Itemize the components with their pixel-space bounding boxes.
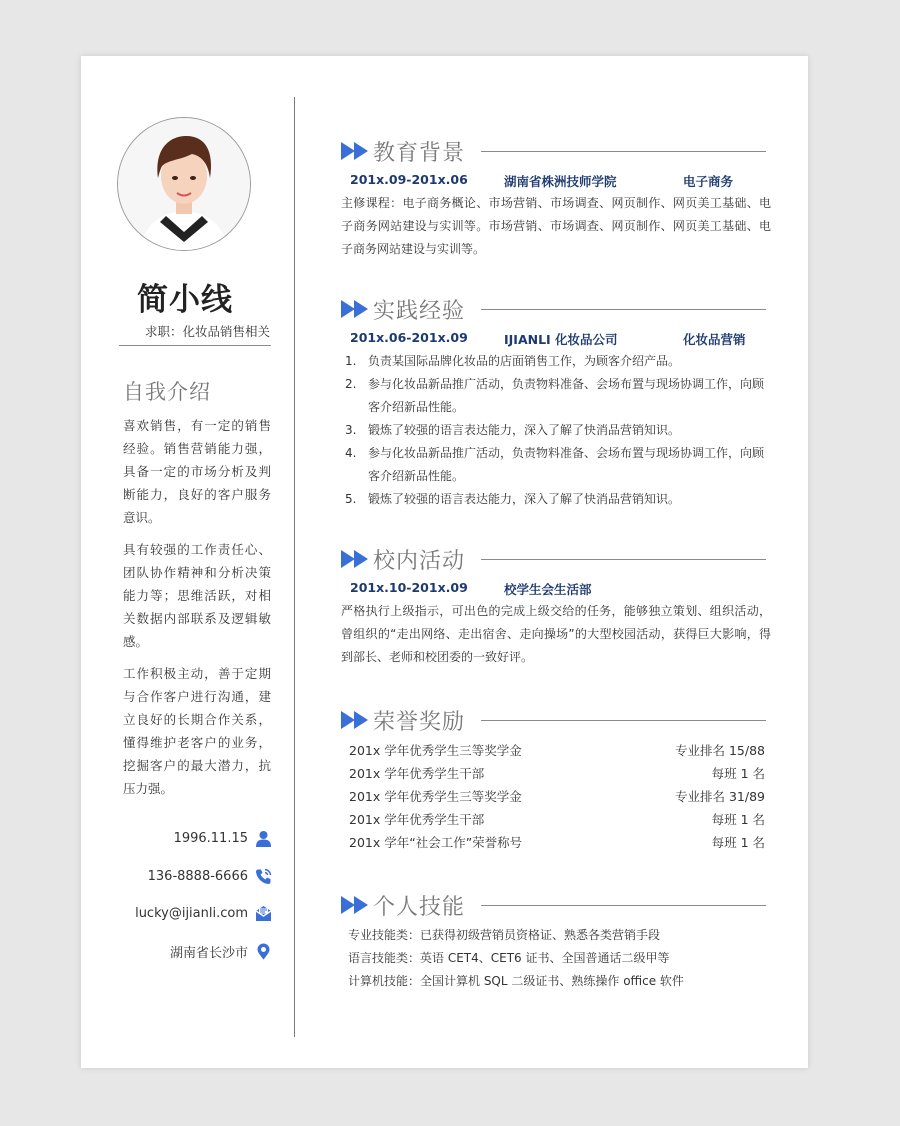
- honor-name: 201x 学年优秀学生干部: [349, 812, 485, 827]
- job-objective: 求职：化妆品销售相关: [144, 324, 270, 339]
- list-text: 参与化妆品新品推广活动，负责物料准备、会场布置与现场协调工作，向顾客介绍新品性能。: [368, 446, 765, 483]
- honor-rank: 每班 1 名: [711, 812, 765, 827]
- list-text: 锻炼了较强的语言表达能力，深入了解了快消品营销知识。: [368, 492, 681, 506]
- skill-row: 专业技能类：已获得初级营销员资格证、熟悉各类营销手段: [348, 928, 661, 942]
- double-arrow-icon: [341, 300, 369, 318]
- list-item: [341, 442, 771, 488]
- honor-name: 201x 学年优秀学生三等奖学金: [349, 743, 522, 758]
- honors-title: 荣誉奖励: [373, 710, 466, 735]
- candidate-name: 简小线: [137, 282, 233, 318]
- education-section: [341, 136, 781, 261]
- column-divider: [294, 97, 295, 1037]
- double-arrow-icon: [341, 711, 369, 729]
- phone-icon: [255, 868, 272, 885]
- section-rule: [481, 151, 766, 152]
- practice-section: [341, 294, 781, 511]
- education-title: 教育背景: [373, 141, 466, 166]
- mail-icon: [255, 905, 272, 922]
- birthday-text: 1996.11.15: [173, 831, 248, 847]
- practice-period: 201x.06-201x.09: [350, 330, 468, 345]
- section-rule: [481, 309, 766, 310]
- education-major: 电子商务: [683, 174, 734, 189]
- education-period: 201x.09-201x.06: [350, 172, 468, 187]
- name-divider: [119, 345, 271, 346]
- list-number: 2.: [345, 377, 357, 391]
- skill-row: 语言技能类：英语 CET4、CET6 证书、全国普通话二级甲等: [348, 951, 670, 965]
- practice-position: 化妆品营销: [683, 332, 746, 347]
- honor-name: 201x 学年优秀学生干部: [349, 766, 485, 781]
- campus-period: 201x.10-201x.09: [350, 580, 468, 595]
- honor-row: [341, 785, 771, 808]
- intro-paragraph: 具有较强的工作责任心、团队协作精神和分析决策能力等；思维活跃，对相关数据内部联系及逻辑敏感。: [123, 542, 271, 649]
- intro-paragraph: 喜欢销售，有一定的销售经验。销售营销能力强，具备一定的市场分析及判断能力，良好的客户服务意识。: [123, 418, 271, 525]
- section-header: [341, 294, 781, 328]
- honor-rank: 每班 1 名: [711, 766, 765, 781]
- campus-org: 校学生会生活部: [504, 582, 592, 597]
- location-text: 湖南省长沙市: [169, 945, 248, 961]
- location-pin-icon: [255, 943, 272, 960]
- practice-list: [341, 350, 771, 511]
- list-number: 1.: [345, 354, 357, 368]
- list-item: [341, 419, 771, 442]
- list-text: 负责某国际品牌化妆品的店面销售工作，为顾客介绍产品。: [368, 354, 681, 368]
- profile-photo: [118, 118, 250, 250]
- section-header: [341, 136, 781, 170]
- contact-location: [72, 933, 272, 971]
- intro-body: [123, 414, 271, 809]
- skill-row: 计算机技能：全国计算机 SQL 二级证书、熟练操作 office 软件: [348, 974, 684, 988]
- intro-paragraph: 工作积极主动，善于定期与合作客户进行沟通，建立良好的长期合作关系，懂得维护老客户的业务，挖掘客户的最大潜力，抗压力强。: [123, 666, 271, 796]
- campus-section: [341, 544, 781, 669]
- campus-description: 严格执行上级指示，可出色的完成上级交给的任务，能够独立策划、组织活动，曾组织的“走出网络、走出宿舍、走向操场”的大型校园活动，获得巨大影响，得到部长、老师和校团委的一致好评。: [341, 604, 771, 664]
- honor-row: [341, 808, 771, 831]
- honors-section: [341, 705, 781, 854]
- contact-birthday: [72, 820, 272, 858]
- campus-title: 校内活动: [373, 549, 466, 574]
- education-meta: [341, 170, 781, 192]
- honor-name: 201x 学年优秀学生三等奖学金: [349, 789, 522, 804]
- section-header: [341, 890, 781, 924]
- campus-meta: [341, 578, 781, 600]
- intro-title: 自我介绍: [123, 380, 211, 404]
- user-icon: [255, 830, 272, 847]
- honor-name: 201x 学年“社会工作”荣誉称号: [349, 835, 523, 850]
- section-header: [341, 705, 781, 739]
- list-number: 3.: [345, 423, 357, 437]
- list-item: [341, 373, 771, 419]
- contact-phone: [72, 858, 272, 896]
- skills-title: 个人技能: [373, 895, 466, 920]
- section-rule: [481, 905, 766, 906]
- honor-rank: 每班 1 名: [711, 835, 765, 850]
- email-text: lucky@ijianli.com: [135, 906, 248, 922]
- list-text: 参与化妆品新品推广活动，负责物料准备、会场布置与现场协调工作，向顾客介绍新品性能。: [368, 377, 765, 414]
- resume-page: [81, 56, 808, 1068]
- double-arrow-icon: [341, 896, 369, 914]
- double-arrow-icon: [341, 550, 369, 568]
- honor-row: [341, 831, 771, 854]
- list-number: 4.: [345, 446, 357, 460]
- double-arrow-icon: [341, 142, 369, 160]
- honor-rank: 专业排名 15/88: [675, 743, 765, 758]
- education-description: 主修课程：电子商务概论、市场营销、市场调查、网页制作、网页美工基础、电子商务网站建设与实训等。市场营销、市场调查、网页制作、网页美工基础、电子商务网站建设与实训等。: [341, 196, 771, 256]
- education-school: 湖南省株洲技师学院: [504, 174, 617, 189]
- skills-section: [341, 890, 781, 993]
- honor-row: [341, 739, 771, 762]
- honor-rank: 专业排名 31/89: [675, 789, 765, 804]
- avatar: [117, 117, 251, 251]
- section-header: [341, 544, 781, 578]
- contact-list: [72, 820, 272, 970]
- phone-text: 136-8888-6666: [147, 868, 248, 884]
- honor-row: [341, 762, 771, 785]
- list-item: [341, 488, 771, 511]
- practice-company: IJIANLI 化妆品公司: [504, 332, 618, 347]
- section-rule: [481, 559, 766, 560]
- contact-email: [72, 895, 272, 933]
- list-item: [341, 350, 771, 373]
- section-rule: [481, 720, 766, 721]
- list-number: 5.: [345, 492, 357, 506]
- practice-meta: [341, 328, 781, 350]
- list-text: 锻炼了较强的语言表达能力，深入了解了快消品营销知识。: [368, 423, 681, 437]
- practice-title: 实践经验: [373, 299, 466, 324]
